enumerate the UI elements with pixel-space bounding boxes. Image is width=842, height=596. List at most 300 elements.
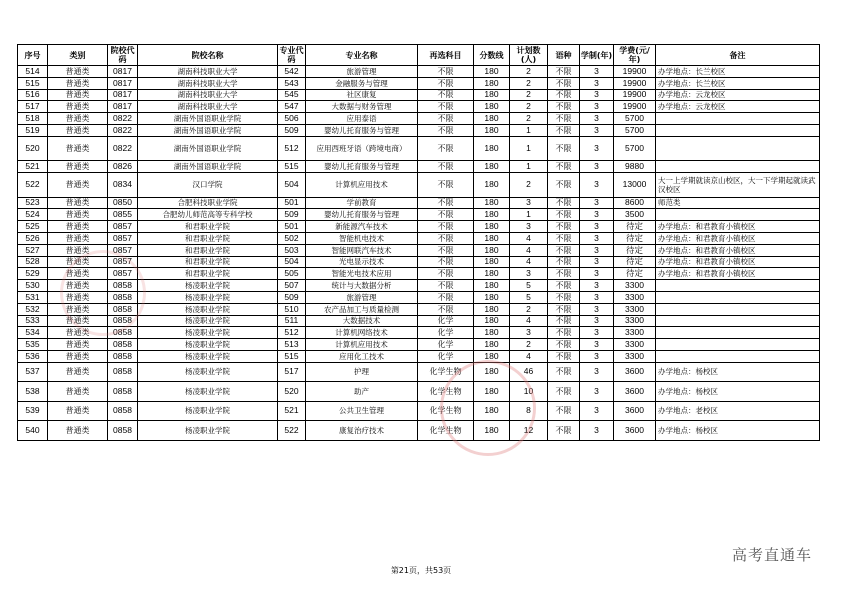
cell-plan: 3 [510, 197, 548, 209]
cell-school-name: 和君职业学院 [138, 232, 278, 244]
cell-major-name: 光电显示技术 [306, 256, 418, 268]
header-duration: 学制(年) [580, 45, 614, 66]
cell-plan: 46 [510, 362, 548, 382]
table-row [18, 350, 820, 362]
cell-duration: 3 [580, 232, 614, 244]
cell-major-name: 金融服务与管理 [306, 77, 418, 89]
cell-subject: 不限 [418, 291, 474, 303]
table-row [18, 232, 820, 244]
cell-category: 普通类 [48, 77, 108, 89]
cell-major-code: 504 [278, 256, 306, 268]
cell-category: 普通类 [48, 362, 108, 382]
cell-notes [656, 327, 820, 339]
cell-tuition: 3300 [614, 327, 656, 339]
cell-duration: 3 [580, 256, 614, 268]
admission-plan-table [17, 44, 820, 441]
cell-school-name: 湖南外国语职业学院 [138, 161, 278, 173]
cell-score: 180 [474, 339, 510, 351]
cell-category: 普通类 [48, 221, 108, 233]
cell-category: 普通类 [48, 161, 108, 173]
cell-plan: 4 [510, 244, 548, 256]
cell-school-code: 0822 [108, 124, 138, 136]
cell-duration: 3 [580, 401, 614, 421]
cell-school-code: 0822 [108, 136, 138, 161]
cell-notes: 办学地点：和君教育小镇校区 [656, 268, 820, 280]
cell-notes: 办学地点：云龙校区 [656, 89, 820, 101]
cell-score: 180 [474, 101, 510, 113]
cell-category: 普通类 [48, 401, 108, 421]
cell-major-name: 婴幼儿托育服务与管理 [306, 124, 418, 136]
cell-seq: 521 [18, 161, 48, 173]
cell-major-name: 应用化工技术 [306, 350, 418, 362]
cell-subject: 化学 [418, 315, 474, 327]
cell-score: 180 [474, 401, 510, 421]
cell-school-code: 0858 [108, 291, 138, 303]
cell-school-name: 和君职业学院 [138, 244, 278, 256]
cell-school-name: 湖南外国语职业学院 [138, 124, 278, 136]
table-row [18, 268, 820, 280]
cell-major-name: 旅游管理 [306, 291, 418, 303]
cell-major-name: 婴幼儿托育服务与管理 [306, 161, 418, 173]
cell-tuition: 3600 [614, 401, 656, 421]
cell-duration: 3 [580, 113, 614, 125]
cell-plan: 5 [510, 291, 548, 303]
cell-school-name: 湖南科技职业大学 [138, 66, 278, 78]
cell-subject: 化学生物 [418, 421, 474, 441]
cell-major-code: 543 [278, 77, 306, 89]
cell-subject: 不限 [418, 113, 474, 125]
cell-major-code: 517 [278, 362, 306, 382]
cell-tuition: 待定 [614, 268, 656, 280]
cell-subject: 不限 [418, 221, 474, 233]
cell-major-name: 农产品加工与质量检测 [306, 303, 418, 315]
cell-school-code: 0857 [108, 256, 138, 268]
cell-score: 180 [474, 136, 510, 161]
cell-tuition: 3300 [614, 280, 656, 292]
cell-score: 180 [474, 382, 510, 402]
cell-major-code: 507 [278, 280, 306, 292]
cell-subject: 不限 [418, 101, 474, 113]
cell-plan: 2 [510, 101, 548, 113]
cell-duration: 3 [580, 280, 614, 292]
cell-tuition: 待定 [614, 221, 656, 233]
cell-school-name: 杨凌职业学院 [138, 362, 278, 382]
cell-school-code: 0817 [108, 101, 138, 113]
cell-subject: 化学 [418, 350, 474, 362]
cell-score: 180 [474, 244, 510, 256]
cell-major-name: 统计与大数据分析 [306, 280, 418, 292]
cell-major-name: 新能源汽车技术 [306, 221, 418, 233]
cell-tuition: 5700 [614, 113, 656, 125]
cell-subject: 化学生物 [418, 382, 474, 402]
cell-notes [656, 124, 820, 136]
cell-language: 不限 [548, 232, 580, 244]
cell-major-code: 509 [278, 291, 306, 303]
cell-subject: 不限 [418, 197, 474, 209]
cell-score: 180 [474, 327, 510, 339]
cell-major-name: 计算机应用技术 [306, 173, 418, 198]
cell-major-code: 509 [278, 124, 306, 136]
cell-school-code: 0822 [108, 113, 138, 125]
cell-major-code: 515 [278, 350, 306, 362]
cell-major-code: 522 [278, 421, 306, 441]
cell-notes [656, 209, 820, 221]
cell-duration: 3 [580, 101, 614, 113]
table-row [18, 66, 820, 78]
cell-seq: 537 [18, 362, 48, 382]
cell-seq: 514 [18, 66, 48, 78]
cell-tuition: 8600 [614, 197, 656, 209]
header-subject: 再选科目 [418, 45, 474, 66]
cell-subject: 不限 [418, 256, 474, 268]
cell-tuition: 13000 [614, 173, 656, 198]
cell-major-code: 511 [278, 315, 306, 327]
cell-seq: 516 [18, 89, 48, 101]
header-plan: 计划数(人) [510, 45, 548, 66]
cell-category: 普通类 [48, 101, 108, 113]
cell-language: 不限 [548, 101, 580, 113]
table-row [18, 77, 820, 89]
table-row [18, 101, 820, 113]
cell-score: 180 [474, 362, 510, 382]
cell-duration: 3 [580, 124, 614, 136]
cell-school-name: 湖南科技职业大学 [138, 77, 278, 89]
cell-category: 普通类 [48, 291, 108, 303]
cell-notes [656, 315, 820, 327]
cell-major-name: 婴幼儿托育服务与管理 [306, 209, 418, 221]
cell-school-code: 0817 [108, 66, 138, 78]
cell-category: 普通类 [48, 89, 108, 101]
cell-language: 不限 [548, 209, 580, 221]
cell-language: 不限 [548, 362, 580, 382]
header-row [18, 45, 820, 66]
cell-major-name: 护理 [306, 362, 418, 382]
cell-school-code: 0857 [108, 268, 138, 280]
header-category: 类别 [48, 45, 108, 66]
header-score: 分数线 [474, 45, 510, 66]
cell-subject: 不限 [418, 232, 474, 244]
page-footer: 第21页，共53页 [390, 566, 452, 575]
cell-school-name: 杨凌职业学院 [138, 382, 278, 402]
cell-tuition: 3500 [614, 209, 656, 221]
cell-seq: 533 [18, 315, 48, 327]
cell-notes [656, 303, 820, 315]
cell-score: 180 [474, 268, 510, 280]
cell-notes [656, 350, 820, 362]
cell-school-name: 杨凌职业学院 [138, 291, 278, 303]
cell-school-name: 杨凌职业学院 [138, 401, 278, 421]
table-row [18, 291, 820, 303]
cell-duration: 3 [580, 221, 614, 233]
cell-notes [656, 339, 820, 351]
cell-tuition: 19900 [614, 89, 656, 101]
cell-language: 不限 [548, 339, 580, 351]
cell-major-code: 501 [278, 221, 306, 233]
cell-plan: 1 [510, 161, 548, 173]
cell-school-code: 0858 [108, 327, 138, 339]
cell-seq: 523 [18, 197, 48, 209]
cell-seq: 517 [18, 101, 48, 113]
cell-school-code: 0858 [108, 315, 138, 327]
cell-major-code: 505 [278, 268, 306, 280]
cell-notes: 办学地点：和君教育小镇校区 [656, 232, 820, 244]
cell-major-name: 助产 [306, 382, 418, 402]
cell-category: 普通类 [48, 280, 108, 292]
cell-score: 180 [474, 280, 510, 292]
cell-seq: 522 [18, 173, 48, 198]
cell-duration: 3 [580, 339, 614, 351]
cell-seq: 527 [18, 244, 48, 256]
cell-duration: 3 [580, 161, 614, 173]
cell-duration: 3 [580, 382, 614, 402]
cell-major-code: 502 [278, 232, 306, 244]
cell-tuition: 9880 [614, 161, 656, 173]
header-language: 语种 [548, 45, 580, 66]
cell-school-code: 0858 [108, 339, 138, 351]
cell-language: 不限 [548, 291, 580, 303]
cell-duration: 3 [580, 303, 614, 315]
cell-major-code: 542 [278, 66, 306, 78]
cell-category: 普通类 [48, 303, 108, 315]
cell-language: 不限 [548, 268, 580, 280]
cell-plan: 2 [510, 77, 548, 89]
cell-plan: 3 [510, 221, 548, 233]
cell-category: 普通类 [48, 232, 108, 244]
table-row [18, 173, 820, 198]
cell-language: 不限 [548, 124, 580, 136]
cell-major-name: 智能光电技术应用 [306, 268, 418, 280]
cell-subject: 不限 [418, 89, 474, 101]
cell-notes [656, 136, 820, 161]
table-row [18, 382, 820, 402]
brand-label: 高考直通车 [731, 546, 812, 564]
header-tuition: 学费(元/年) [614, 45, 656, 66]
cell-duration: 3 [580, 244, 614, 256]
cell-school-code: 0858 [108, 280, 138, 292]
table-row [18, 136, 820, 161]
cell-category: 普通类 [48, 327, 108, 339]
cell-major-code: 521 [278, 401, 306, 421]
cell-language: 不限 [548, 327, 580, 339]
cell-school-name: 杨凌职业学院 [138, 315, 278, 327]
cell-tuition: 19900 [614, 77, 656, 89]
cell-duration: 3 [580, 268, 614, 280]
cell-notes [656, 280, 820, 292]
cell-school-code: 0857 [108, 244, 138, 256]
cell-language: 不限 [548, 136, 580, 161]
cell-tuition: 5700 [614, 124, 656, 136]
cell-school-name: 合肥幼儿师范高等专科学校 [138, 209, 278, 221]
header-seq: 序号 [18, 45, 48, 66]
cell-school-code: 0858 [108, 401, 138, 421]
table-row [18, 315, 820, 327]
cell-tuition: 3600 [614, 421, 656, 441]
cell-plan: 3 [510, 327, 548, 339]
cell-notes: 办学地点：杨校区 [656, 421, 820, 441]
cell-major-code: 515 [278, 161, 306, 173]
cell-major-code: 509 [278, 209, 306, 221]
cell-tuition: 3300 [614, 291, 656, 303]
cell-seq: 524 [18, 209, 48, 221]
cell-seq: 519 [18, 124, 48, 136]
cell-language: 不限 [548, 382, 580, 402]
cell-language: 不限 [548, 221, 580, 233]
cell-major-name: 公共卫生管理 [306, 401, 418, 421]
cell-tuition: 待定 [614, 256, 656, 268]
cell-subject: 化学 [418, 339, 474, 351]
cell-major-name: 计算机应用技术 [306, 339, 418, 351]
cell-seq: 525 [18, 221, 48, 233]
cell-major-name: 大数据与财务管理 [306, 101, 418, 113]
cell-subject: 不限 [418, 268, 474, 280]
cell-seq: 528 [18, 256, 48, 268]
table-row [18, 221, 820, 233]
cell-notes: 办学地点：云龙校区 [656, 101, 820, 113]
cell-subject: 化学 [418, 327, 474, 339]
cell-major-code: 506 [278, 113, 306, 125]
cell-school-code: 0826 [108, 161, 138, 173]
cell-school-name: 杨凌职业学院 [138, 421, 278, 441]
cell-seq: 534 [18, 327, 48, 339]
cell-school-code: 0858 [108, 421, 138, 441]
cell-category: 普通类 [48, 66, 108, 78]
cell-major-code: 547 [278, 101, 306, 113]
cell-seq: 538 [18, 382, 48, 402]
cell-plan: 3 [510, 268, 548, 280]
cell-plan: 10 [510, 382, 548, 402]
cell-school-code: 0857 [108, 221, 138, 233]
cell-duration: 3 [580, 350, 614, 362]
cell-school-code: 0834 [108, 173, 138, 198]
cell-notes [656, 113, 820, 125]
cell-score: 180 [474, 197, 510, 209]
header-notes: 备注 [656, 45, 820, 66]
cell-major-name: 旅游管理 [306, 66, 418, 78]
cell-plan: 12 [510, 421, 548, 441]
cell-score: 180 [474, 173, 510, 198]
cell-major-name: 大数据技术 [306, 315, 418, 327]
cell-subject: 化学生物 [418, 401, 474, 421]
cell-notes: 办学地点：和君教育小镇校区 [656, 244, 820, 256]
cell-school-code: 0858 [108, 303, 138, 315]
cell-language: 不限 [548, 77, 580, 89]
cell-language: 不限 [548, 421, 580, 441]
table-row [18, 161, 820, 173]
cell-school-name: 湖南外国语职业学院 [138, 113, 278, 125]
cell-plan: 1 [510, 209, 548, 221]
cell-school-name: 湖南科技职业大学 [138, 101, 278, 113]
cell-language: 不限 [548, 173, 580, 198]
cell-plan: 2 [510, 89, 548, 101]
cell-plan: 2 [510, 113, 548, 125]
cell-duration: 3 [580, 209, 614, 221]
table-row [18, 339, 820, 351]
cell-language: 不限 [548, 89, 580, 101]
table-row [18, 113, 820, 125]
table-row [18, 256, 820, 268]
cell-subject: 不限 [418, 136, 474, 161]
table-row [18, 124, 820, 136]
cell-tuition: 19900 [614, 66, 656, 78]
cell-score: 180 [474, 315, 510, 327]
cell-seq: 531 [18, 291, 48, 303]
cell-notes: 办学地点：杨校区 [656, 382, 820, 402]
cell-subject: 不限 [418, 303, 474, 315]
cell-school-name: 湖南科技职业大学 [138, 89, 278, 101]
cell-school-name: 杨凌职业学院 [138, 280, 278, 292]
cell-major-name: 应用泰语 [306, 113, 418, 125]
cell-school-code: 0858 [108, 362, 138, 382]
cell-category: 普通类 [48, 124, 108, 136]
cell-notes: 大一上学期就读京山校区，大一下学期起就读武汉校区 [656, 173, 820, 198]
cell-school-name: 杨凌职业学院 [138, 339, 278, 351]
cell-duration: 3 [580, 136, 614, 161]
cell-category: 普通类 [48, 244, 108, 256]
cell-tuition: 3300 [614, 303, 656, 315]
cell-plan: 2 [510, 66, 548, 78]
cell-category: 普通类 [48, 197, 108, 209]
cell-major-code: 510 [278, 303, 306, 315]
cell-major-code: 512 [278, 136, 306, 161]
cell-major-name: 应用西班牙语（跨境电商） [306, 136, 418, 161]
cell-school-name: 和君职业学院 [138, 221, 278, 233]
cell-school-code: 0850 [108, 197, 138, 209]
table-row [18, 327, 820, 339]
cell-duration: 3 [580, 77, 614, 89]
cell-plan: 4 [510, 232, 548, 244]
cell-tuition: 待定 [614, 232, 656, 244]
cell-notes: 办学地点：老校区 [656, 401, 820, 421]
cell-category: 普通类 [48, 268, 108, 280]
cell-language: 不限 [548, 197, 580, 209]
cell-category: 普通类 [48, 136, 108, 161]
cell-notes [656, 161, 820, 173]
cell-language: 不限 [548, 303, 580, 315]
cell-score: 180 [474, 77, 510, 89]
cell-notes: 办学地点：和君教育小镇校区 [656, 221, 820, 233]
cell-score: 180 [474, 209, 510, 221]
cell-language: 不限 [548, 401, 580, 421]
cell-language: 不限 [548, 256, 580, 268]
cell-seq: 526 [18, 232, 48, 244]
cell-school-name: 杨凌职业学院 [138, 327, 278, 339]
header-major-name: 专业名称 [306, 45, 418, 66]
header-school-code: 院校代码 [108, 45, 138, 66]
cell-score: 180 [474, 421, 510, 441]
cell-major-code: 512 [278, 327, 306, 339]
cell-major-name: 学前教育 [306, 197, 418, 209]
table-row [18, 362, 820, 382]
cell-school-name: 汉口学院 [138, 173, 278, 198]
cell-subject: 不限 [418, 77, 474, 89]
cell-score: 180 [474, 303, 510, 315]
cell-category: 普通类 [48, 113, 108, 125]
cell-language: 不限 [548, 113, 580, 125]
cell-language: 不限 [548, 315, 580, 327]
cell-duration: 3 [580, 291, 614, 303]
table-row [18, 421, 820, 441]
cell-language: 不限 [548, 161, 580, 173]
cell-seq: 532 [18, 303, 48, 315]
cell-plan: 5 [510, 280, 548, 292]
cell-score: 180 [474, 232, 510, 244]
cell-notes: 师范类 [656, 197, 820, 209]
header-school-name: 院校名称 [138, 45, 278, 66]
cell-tuition: 3600 [614, 362, 656, 382]
admission-plan-sheet [17, 44, 819, 441]
cell-major-name: 社区康复 [306, 89, 418, 101]
cell-major-name: 智能机电技术 [306, 232, 418, 244]
